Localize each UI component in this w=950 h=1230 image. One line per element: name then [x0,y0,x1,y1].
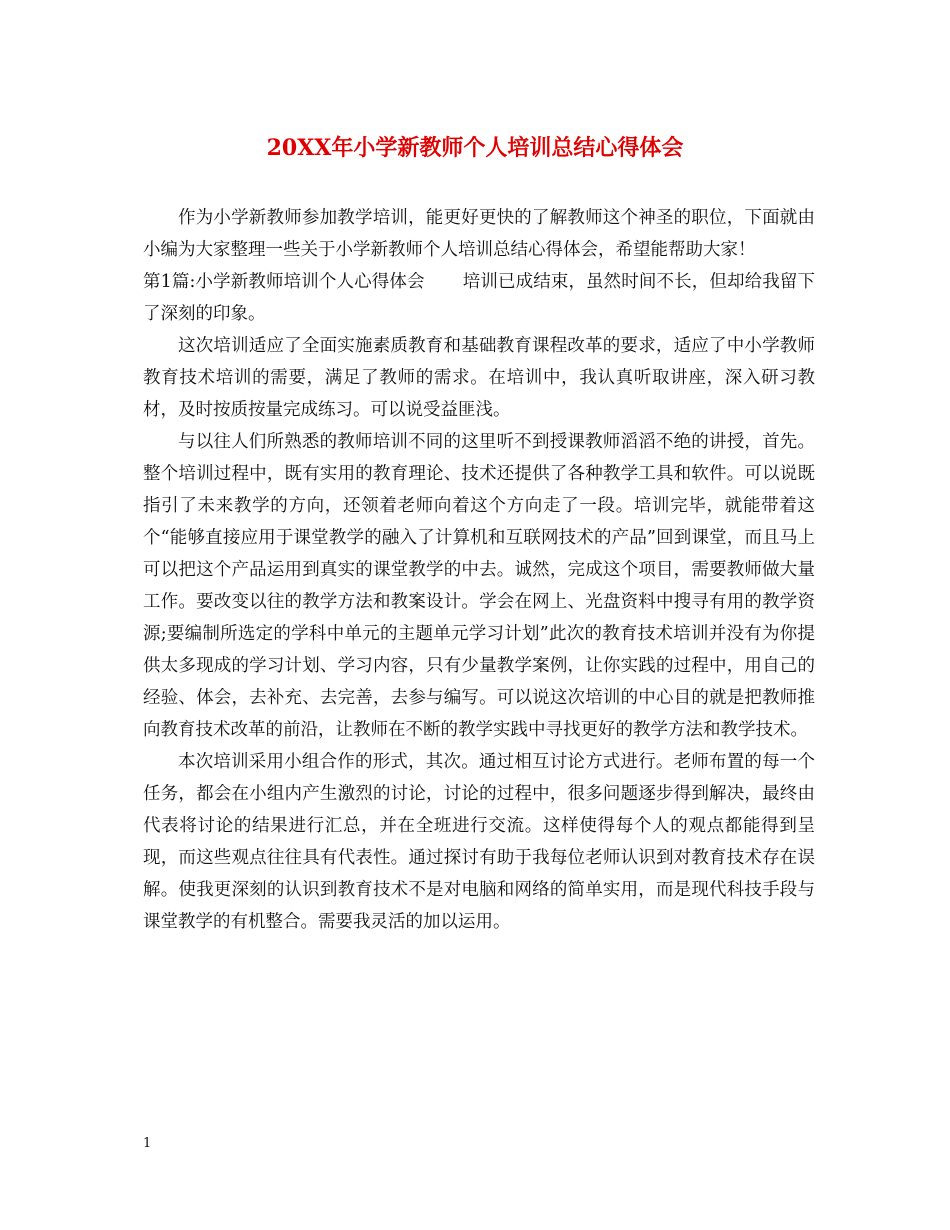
intro-paragraph: 作为小学新教师参加教学培训，能更好更快的了解教师这个神圣的职位，下面就由小编为大家整理一些关于小学新教师个人培训总结心得体会，希望能帮助大家！ [143,208,815,260]
section-heading: 第1篇:小学新教师培训个人心得体会 [143,272,425,292]
document-title: 20XX年小学新教师个人培训总结心得体会 [266,135,684,161]
body-paragraph-2: 与以往人们所熟悉的教师培训不同的这里听不到授课教师滔滔不绝的讲授，首先。整个培训过程中，既有实用的教育理论、技术还提供了各种教学工具和软件。可以说既指引了未来教学的方向，还领着老师向着这个方向走了一段。培训完毕，就能带着这个“能够直接应用于课堂教学的融入了计算机和互联网技术的产品”回到课堂，而且马上可以把这个产品运用到真实的课堂教学的中去。诚然，完成这个项目，需要教师做大量工作。要改变以往的教学方法和教案设计。学会在网上、光盘资料中搜寻有用的教学资源;要编制所选定的学科中单元的主题单元学习计划”此次的教育技术培训并没有为你提供太多现成的学习计划、学习内容，只有少量教学案例，让你实践的过程中，用自己的经验、体会，去补充、去完善，去参与编写。可以说这次培训的中心目的就是把教师推向教育技术改革的前沿，让教师在不断的教学实践中寻找更好的教学方法和教学技术。 [143,432,815,740]
page-number: 1 [143,1136,152,1151]
section-heading-text: 培训已成结束，虽然时间不长，但却给我留下了深刻的印象。 [143,272,816,324]
section-heading-paragraph [143,266,815,330]
body-paragraph-3: 本次培训采用小组合作的形式，其次。通过相互讨论方式进行。老师布置的每一个任务，都会在小组内产生激烈的讨论，讨论的过程中，很多问题逐步得到解决，最终由代表将讨论的结果进行汇总，并在全班进行交流。这样使得每个人的观点都能得到呈现，而这些观点往往具有代表性。通过探讨有助于我每位老师认识到对教育技术存在误解。使我更深刻的认识到教育技术不是对电脑和网络的简单实用，而是现代科技手段与课堂教学的有机整合。需要我灵活的加以运用。 [143,752,815,932]
document-body [143,202,815,938]
body-paragraph-1: 这次培训适应了全面实施素质教育和基础教育课程改革的要求，适应了中小学教师教育技术培训的需要，满足了教师的需求。在培训中，我认真听取讲座，深入研习教材，及时按质按量完成练习。可以说受益匪浅。 [143,336,815,420]
